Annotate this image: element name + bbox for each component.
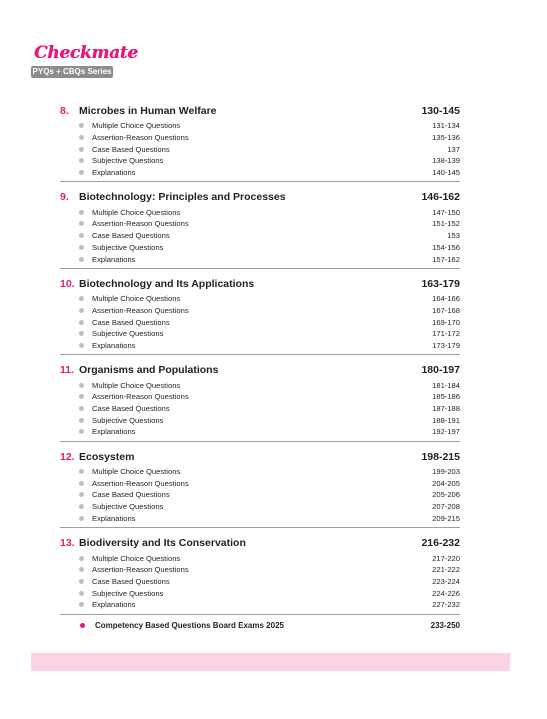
brand-block (31, 43, 138, 78)
toc-item-pages: 209-215 (432, 513, 460, 523)
bullet-icon (79, 320, 84, 325)
bullet-icon (79, 233, 84, 238)
toc-item-label: Explanations (92, 254, 136, 264)
toc-item-pages: 207-208 (432, 502, 460, 512)
toc-item-label: Assertion-Reason Questions (92, 219, 189, 229)
bullet-icon (79, 492, 84, 497)
toc-item[interactable] (60, 167, 460, 179)
toc-item[interactable] (60, 513, 460, 525)
chapter-title: Microbes in Human Welfare (79, 105, 217, 117)
toc-item-pages: 224-226 (432, 588, 460, 598)
toc-item[interactable] (60, 414, 460, 426)
bullet-icon (79, 123, 84, 128)
toc-item-label: Subjective Questions (92, 415, 164, 425)
chapter-heading[interactable] (60, 189, 460, 206)
chapter-number: 10. (60, 277, 75, 290)
bullet-icon (79, 245, 84, 250)
bullet-icon (79, 394, 84, 399)
chapter-heading[interactable] (60, 362, 460, 379)
toc-item-pages: 140-145 (432, 168, 460, 178)
bullet-icon (79, 257, 84, 262)
bullet-icon (79, 158, 84, 163)
toc-item-label: Case Based Questions (92, 490, 170, 500)
toc-item-pages: 204-205 (432, 478, 460, 488)
toc-item[interactable] (60, 253, 460, 265)
chapter-section (60, 442, 460, 528)
bullet-icon (79, 429, 84, 434)
chapter-section (60, 103, 460, 182)
toc-item[interactable] (60, 132, 460, 144)
toc-item-label: Assertion-Reason Questions (92, 565, 189, 575)
toc-item-pages: 185-186 (432, 392, 460, 402)
toc-item[interactable] (60, 379, 460, 391)
toc-item-label: Assertion-Reason Questions (92, 133, 189, 143)
toc-item-label: Subjective Questions (92, 329, 164, 339)
toc-item-pages: 205-206 (432, 490, 460, 500)
toc-item-label: Explanations (92, 427, 136, 437)
toc-item-label: Case Based Questions (92, 404, 170, 414)
toc-item-label: Multiple Choice Questions (92, 553, 181, 563)
chapter-number: 8. (60, 105, 69, 117)
pink-bullet-icon (80, 623, 85, 628)
toc-item-label: Explanations (92, 513, 136, 523)
chapter-section (60, 355, 460, 441)
toc-item-pages: 157-162 (432, 254, 460, 264)
chapter-pages: 216-232 (421, 537, 460, 550)
bullet-icon (79, 135, 84, 140)
toc-item[interactable] (60, 305, 460, 317)
toc-item-pages: 221-222 (432, 565, 460, 575)
bullet-icon (79, 210, 84, 215)
toc-item-pages: 171-172 (432, 329, 460, 339)
toc-item[interactable] (60, 466, 460, 478)
toc-item[interactable] (60, 576, 460, 588)
toc-item-pages: 227-232 (432, 600, 460, 610)
toc-item[interactable] (60, 391, 460, 403)
toc-item-pages: 153 (447, 231, 460, 241)
toc-item-label: Assertion-Reason Questions (92, 478, 189, 488)
bullet-icon (79, 170, 84, 175)
bullet-icon (79, 308, 84, 313)
toc-item-pages: 217-220 (432, 553, 460, 563)
toc-item[interactable] (60, 218, 460, 230)
toc-item-pages: 138-139 (432, 156, 460, 166)
toc-item[interactable] (60, 155, 460, 167)
chapter-title: Organisms and Populations (79, 364, 219, 377)
toc-item[interactable] (60, 206, 460, 218)
toc-item[interactable] (60, 587, 460, 599)
chapter-pages: 146-162 (421, 191, 460, 204)
bullet-icon (79, 406, 84, 411)
toc-item-label: Explanations (92, 168, 136, 178)
checkmate-logo: Checkmate (34, 43, 138, 63)
toc-item-label: Explanations (92, 600, 136, 610)
toc-item[interactable] (60, 403, 460, 415)
chapter-pages: 130-145 (421, 105, 460, 117)
bullet-icon (79, 567, 84, 572)
chapter-heading[interactable] (60, 535, 460, 552)
toc-item-label: Subjective Questions (92, 588, 164, 598)
chapter-title: Biodiversity and Its Conservation (79, 537, 246, 550)
toc-item-pages: 169-170 (432, 317, 460, 327)
toc-item[interactable] (60, 489, 460, 501)
bullet-icon (79, 516, 84, 521)
toc-item-pages: 192-197 (432, 427, 460, 437)
toc-item-label: Subjective Questions (92, 502, 164, 512)
chapter-heading[interactable] (60, 449, 460, 466)
toc-item[interactable] (60, 328, 460, 340)
chapter-section (60, 182, 460, 268)
toc-item-pages: 223-224 (432, 576, 460, 586)
bullet-icon (79, 481, 84, 486)
toc-item-pages: 154-156 (432, 242, 460, 252)
bullet-icon (79, 147, 84, 152)
bullet-icon (79, 579, 84, 584)
chapter-section (60, 528, 460, 614)
toc-item-label: Assertion-Reason Questions (92, 392, 189, 402)
toc-item-pages: 167-168 (432, 305, 460, 315)
toc-item[interactable] (60, 477, 460, 489)
toc-item-label: Explanations (92, 340, 136, 350)
chapter-title: Ecosystem (79, 450, 135, 463)
bullet-icon (79, 343, 84, 348)
toc-item-label: Assertion-Reason Questions (92, 305, 189, 315)
bullet-icon (79, 296, 84, 301)
chapter-number: 12. (60, 450, 75, 463)
chapter-pages: 180-197 (421, 364, 460, 377)
bullet-icon (79, 221, 84, 226)
competency-questions-pages: 233-250 (430, 621, 460, 631)
toc-item-pages: 187-188 (432, 404, 460, 414)
bullet-icon (79, 591, 84, 596)
toc-item[interactable] (60, 426, 460, 438)
chapter-section (60, 269, 460, 355)
chapter-pages: 198-215 (421, 450, 460, 463)
toc-item-pages: 164-166 (432, 294, 460, 304)
chapter-number: 9. (60, 191, 69, 204)
toc-item[interactable] (60, 501, 460, 513)
bullet-icon (79, 602, 84, 607)
footer-band (31, 653, 510, 671)
chapter-number: 13. (60, 537, 75, 550)
competency-questions-entry[interactable] (60, 617, 460, 635)
bullet-icon (79, 383, 84, 388)
toc-item-pages: 147-150 (432, 207, 460, 217)
bullet-icon (79, 418, 84, 423)
bullet-icon (79, 331, 84, 336)
toc-item-label: Subjective Questions (92, 156, 164, 166)
table-of-contents (60, 103, 460, 635)
toc-item[interactable] (60, 230, 460, 242)
toc-item[interactable] (60, 120, 460, 132)
chapter-number: 11. (60, 364, 75, 377)
toc-item[interactable] (60, 340, 460, 352)
toc-item-label: Case Based Questions (92, 576, 170, 586)
toc-item-pages: 181-184 (432, 380, 460, 390)
toc-item[interactable] (60, 316, 460, 328)
chapter-heading[interactable] (60, 276, 460, 293)
toc-item[interactable] (60, 564, 460, 576)
chapter-heading[interactable] (60, 103, 460, 120)
toc-item[interactable] (60, 552, 460, 564)
toc-item-label: Subjective Questions (92, 242, 164, 252)
toc-item-label: Multiple Choice Questions (92, 121, 181, 131)
toc-item[interactable] (60, 143, 460, 155)
chapter-title: Biotechnology and Its Applications (79, 277, 255, 290)
toc-item-pages: 137 (447, 144, 460, 154)
toc-item-label: Multiple Choice Questions (92, 294, 181, 304)
bullet-icon (79, 469, 84, 474)
toc-item-pages: 173-179 (432, 340, 460, 350)
series-badge: PYQs + CBQs Series (32, 67, 112, 76)
bullet-icon (79, 504, 84, 509)
toc-item-pages: 131-134 (432, 121, 460, 131)
toc-item-pages: 135-136 (432, 133, 460, 143)
toc-item-label: Multiple Choice Questions (92, 467, 181, 477)
toc-item-label: Multiple Choice Questions (92, 207, 181, 217)
toc-item-pages: 199-203 (432, 467, 460, 477)
toc-item[interactable] (60, 599, 460, 611)
toc-item-pages: 151-152 (432, 219, 460, 229)
toc-item-pages: 188-191 (432, 415, 460, 425)
toc-item[interactable] (60, 242, 460, 254)
toc-item-label: Case Based Questions (92, 317, 170, 327)
toc-item-label: Case Based Questions (92, 144, 170, 154)
bullet-icon (79, 556, 84, 561)
toc-item-label: Multiple Choice Questions (92, 380, 181, 390)
chapter-pages: 163-179 (421, 277, 460, 290)
toc-item-label: Case Based Questions (92, 231, 170, 241)
chapter-title: Biotechnology: Principles and Processes (79, 191, 286, 204)
competency-questions-label: Competency Based Questions Board Exams 2025 (95, 621, 284, 631)
toc-item[interactable] (60, 293, 460, 305)
